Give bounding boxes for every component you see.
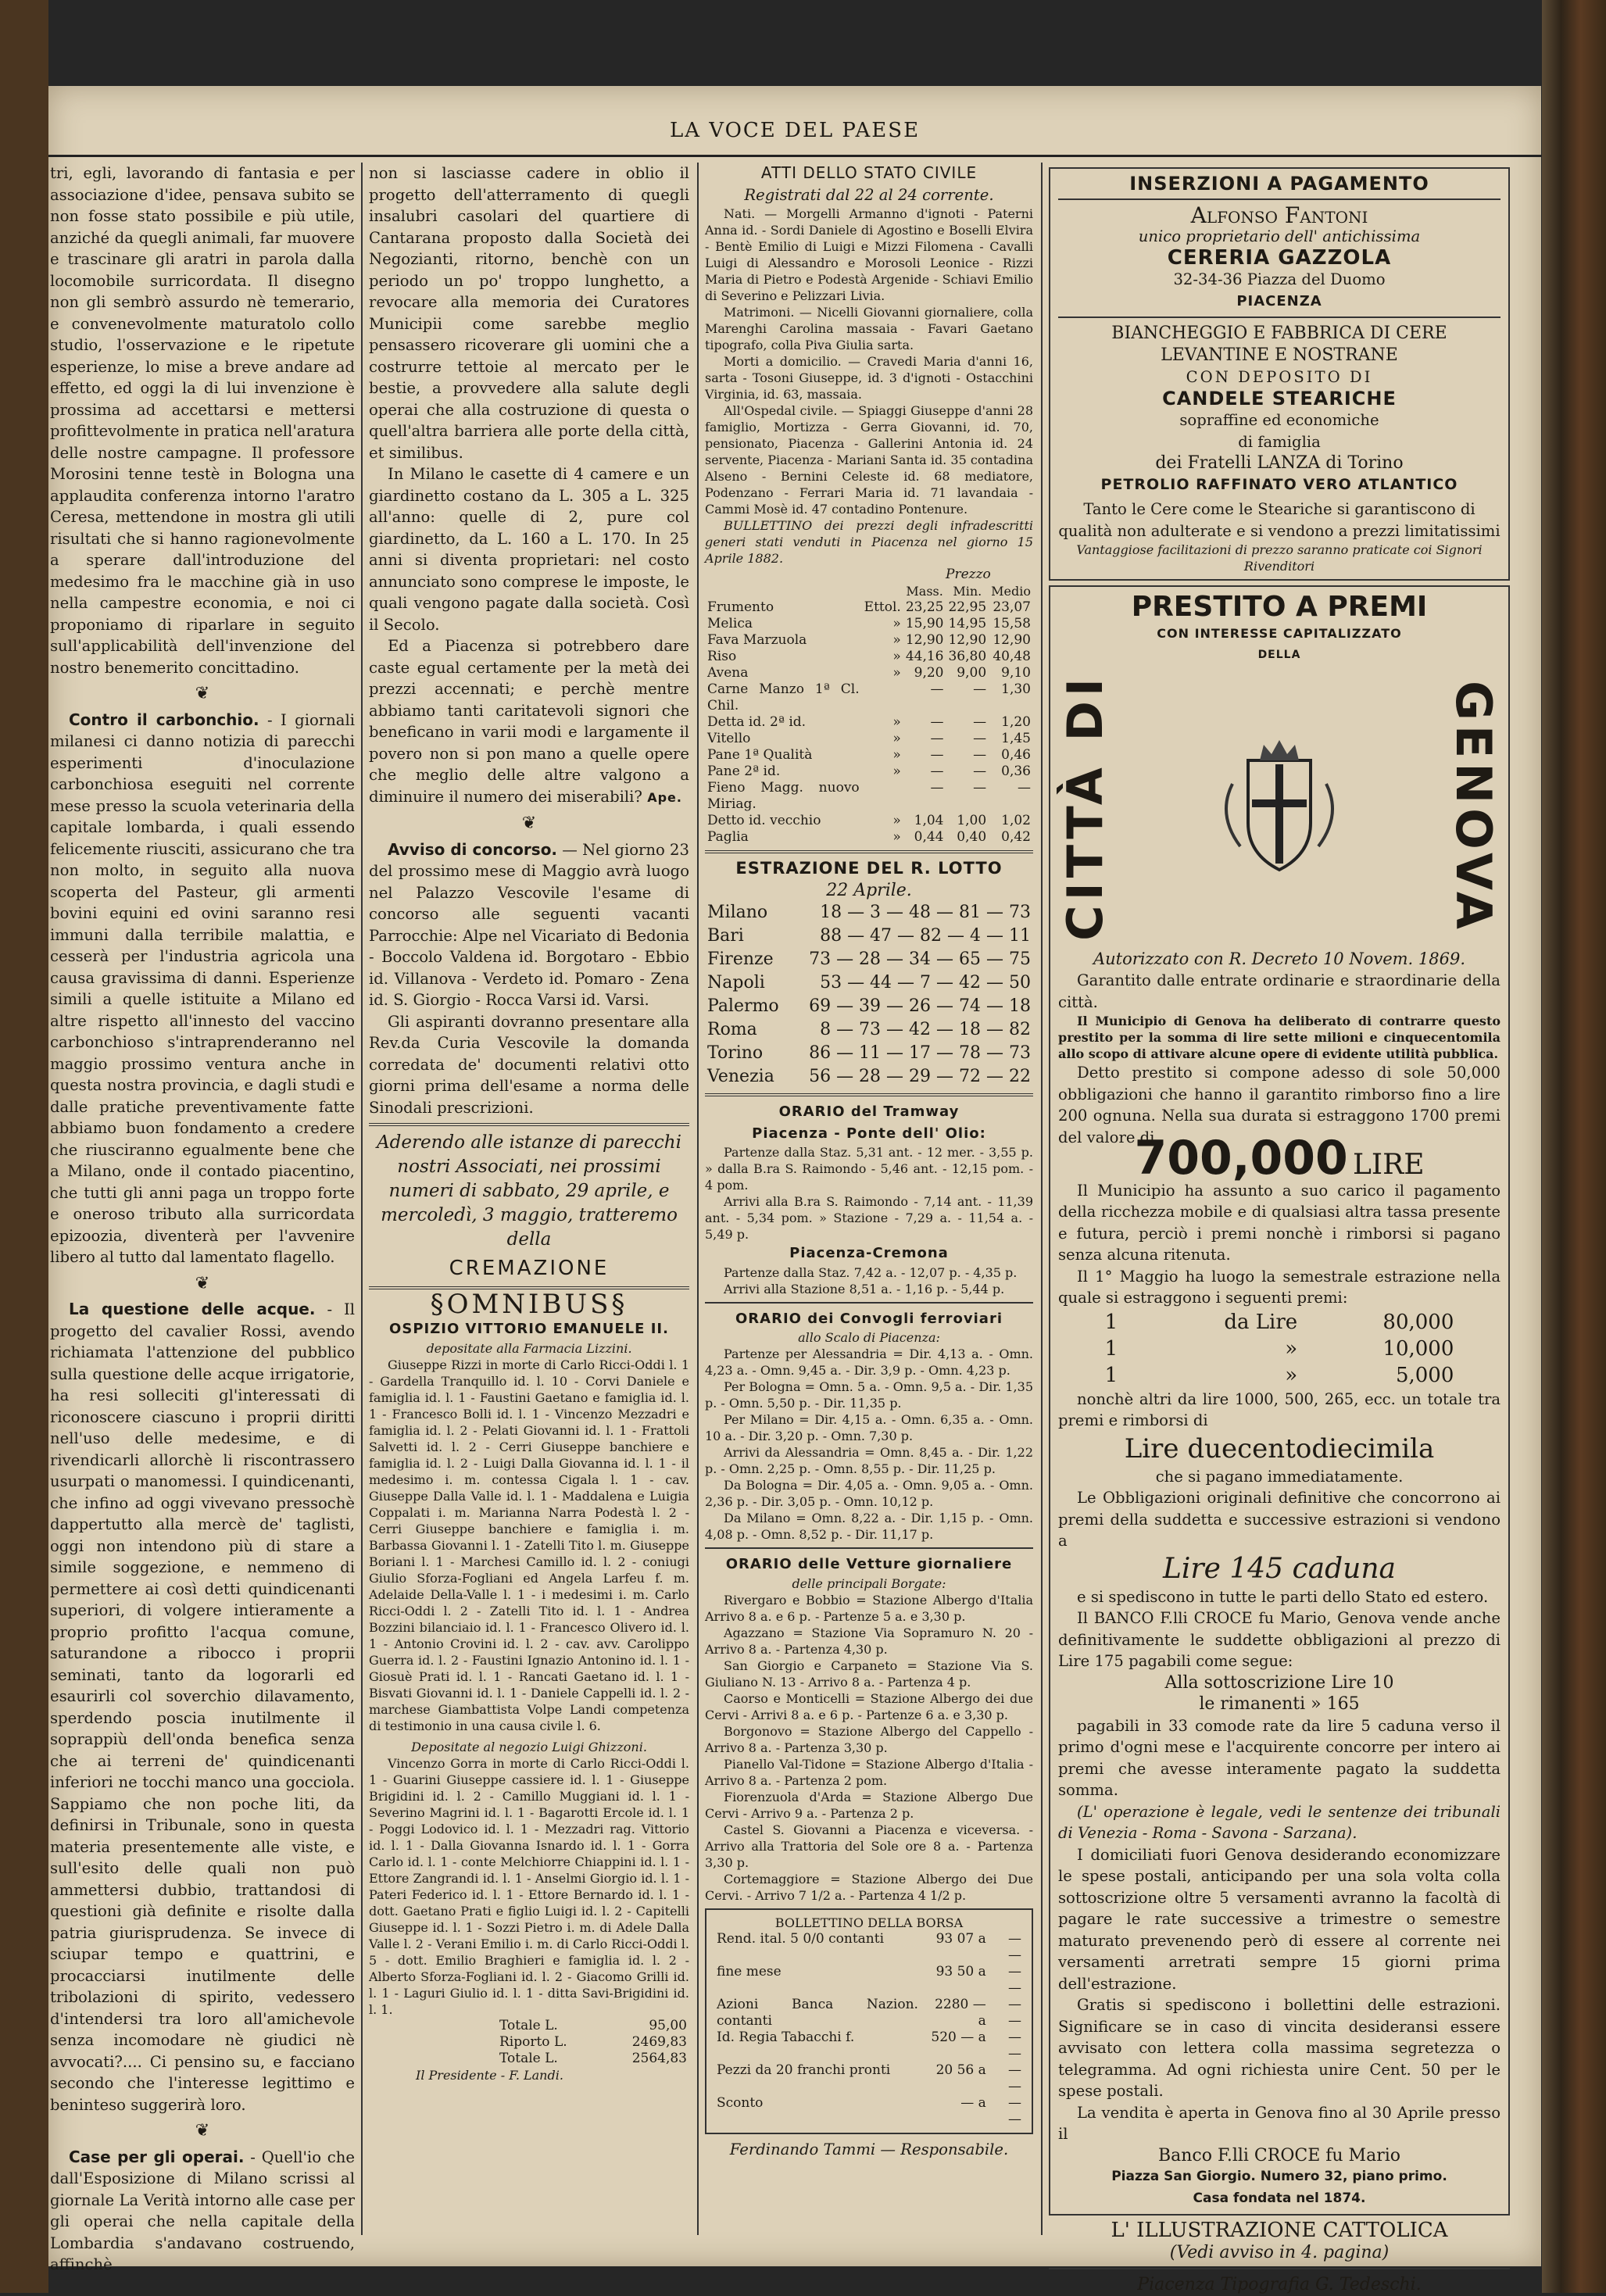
tram-partenze: Partenze dalla Staz. 5,31 ant. - 12 mer. - 3,55 p. » dalla B.ra S. Raimondo - 5,46 ant. - 12,15 pom. - 4 pom.: [705, 1145, 1033, 1193]
lotto-row: [705, 901, 1033, 924]
lotto-row-cell: Napoli: [707, 973, 765, 992]
binding-edge: [0, 0, 48, 2293]
prezzo-row-cell: 44,16: [905, 649, 944, 664]
borsa-row-cell: — —: [1008, 1930, 1021, 1963]
prezzo-row: [705, 599, 1033, 616]
prezzo-row-cell: 1,45: [1001, 731, 1031, 746]
convogli-title: ORARIO dei Convogli ferroviari: [735, 1310, 1003, 1327]
inserzioni-title: INSERZIONI A PAGAMENTO: [1058, 173, 1500, 200]
prezzo-row: [705, 780, 1033, 813]
prezzo-row-cell: —: [973, 764, 987, 779]
prezzo-row: [705, 813, 1033, 829]
banco: Il BANCO F.lli CROCE fu Mario, Genova vende anche definitivamente le suddette obbligazioni al prezzo di Lire 175 pagabili come segue:: [1058, 1609, 1500, 1671]
premio-row-cell: 1: [1104, 1336, 1118, 1361]
lotto-row-cell: 69 — 39 — 26 — 74 — 18: [809, 996, 1031, 1016]
fantoni-subtitle: unico proprietario dell' antichissima: [1138, 227, 1421, 245]
lotto-date: 22 Aprile.: [826, 880, 912, 900]
prezzo-row-cell: »: [892, 632, 901, 648]
fantoni-name: Alfonso Fantoni: [1190, 202, 1368, 228]
prezzo-row-cell: 0,42: [1001, 829, 1031, 845]
prezzo-row-cell: —: [930, 747, 944, 763]
lanza: dei Fratelli LANZA di Torino: [1155, 453, 1404, 473]
prezzo-row-cell: 12,90: [948, 632, 987, 648]
inserzioni-box: [1049, 167, 1510, 581]
tanto: Tanto le Cere come le Steariche si garantiscono di qualità non adulterate e si vendono a prezzi limitatissimi: [1058, 500, 1500, 540]
premio-row-cell: 10,000: [1382, 1336, 1454, 1361]
domiciliati: I domiciliati fuori Genova desiderando economizzare le spese postali, anticipando per una sola volta colla sottoscrizione oltre 5 versamenti avranno la facoltà di pagare le rate successive a trimestre o semestre maturato prevenendo però di essere al corrente nei versamenti arretrati sempre 15 giorni prima dell'estrazione.: [1058, 1845, 1500, 1993]
vettura-item: Agazzano = Stazione Via Sopramuro N. 20 - Arrivo 8 a. - Partenza 4,30 p.: [705, 1625, 1033, 1657]
prezzo-row-cell: Frumento: [707, 599, 774, 615]
ospedale: All'Ospedal civile. — Spiaggi Giuseppe d'anni 28 famiglio, Mortizza - Gerra Giovanni, id. 70, pensionato, Piacenza - Gallerini Antonia id. 24 servente, Piacenza - Mariani Santa id. 35 contadina Alseno - Bernini Celeste id. 68 mediatore, Podenzano - Ferrari Maria id. 71 lavandaia - Cammi Mosè id. 47 contadino Pontenure.: [705, 403, 1033, 517]
convoglio-item: Arrivi da Alessandria = Omn. 8,45 a. - Dir. 1,22 p. - Omn. 2,25 p. - Omn. 8,55 p. - Dir. 11,25 p.: [705, 1445, 1033, 1476]
convoglio-item: Partenze per Alessandria = Dir. 4,13 a. - Omn. 4,23 a. - Omn. 9,45 a. - Dir. 3,9 p. - Omn. 4,23 p.: [705, 1346, 1033, 1378]
section-rule: [705, 1302, 1033, 1304]
lotto-row-cell: 73 — 28 — 34 — 65 — 75: [809, 950, 1031, 969]
premio-row-cell: »: [1285, 1336, 1298, 1361]
page-header: LA VOCE DEL PAESE: [669, 119, 921, 142]
operazione: (L' operazione è legale, vedi le sentenze dei tribunali di Venezia - Roma - Savona - Sarzana).: [1058, 1802, 1500, 1843]
prezzo-row-cell: Paglia: [707, 829, 749, 845]
section-rule: [705, 1093, 1033, 1096]
prestito-title: PRESTITO A PREMI: [1131, 591, 1428, 623]
maggio: Il 1° Maggio ha luogo la semestrale estrazione nella quale si estraggono i seguenti premi:: [1058, 1267, 1500, 1307]
premio-row-cell: »: [1285, 1363, 1298, 1387]
premio-row-cell: 1: [1104, 1363, 1118, 1387]
prezzo-row-cell: 9,00: [957, 665, 987, 681]
illustrazione-note: (Vedi avviso in 4. pagina): [1169, 2242, 1390, 2262]
prezzo-row-cell: —: [973, 747, 987, 763]
prezzo-row-cell: [862, 780, 903, 813]
soprafine: sopraffine ed economiche: [1179, 411, 1379, 429]
lotto-table: [705, 901, 1033, 1089]
ornament-icon: ❦: [521, 814, 537, 833]
responsabile: Ferdinando Tammi — Responsabile.: [729, 2140, 1009, 2158]
lotto-row: [705, 1042, 1033, 1065]
prezzo-row-cell: Detta id. 2ª id.: [707, 714, 807, 730]
duecento: Lire duecentodiecimila: [1124, 1432, 1435, 1465]
prezzo-row-cell: —: [973, 681, 987, 697]
prestito-della: DELLA: [1257, 648, 1301, 661]
premi-table: [1103, 1309, 1457, 1389]
borsa-row-cell: 520 — a: [931, 2029, 986, 2045]
vendita: La vendita è aperta in Genova fino al 30 Aprile presso il: [1058, 2103, 1500, 2144]
prezzo-row-cell: 0,44: [914, 829, 944, 845]
convogli-subtitle: allo Scalo di Piacenza:: [798, 1330, 940, 1345]
lotto-row: [705, 1065, 1033, 1089]
borsa-row-cell: — a: [960, 2094, 986, 2111]
tram-partenze: Partenze dalla Staz. 7,42 a. - 12,07 p. - 4,35 p.: [724, 1264, 1018, 1280]
prezzo-row-cell: Pane 1ª Qualità: [707, 747, 813, 763]
prezzo-row-cell: 1,00: [957, 813, 987, 828]
lotto-row-cell: 8 — 73 — 42 — 18 — 82: [820, 1020, 1031, 1039]
prezzo-row-cell: »: [892, 649, 901, 664]
prezzo-row: [705, 649, 1033, 665]
prezzo-row-cell: »: [892, 813, 901, 828]
newspaper-page: [48, 86, 1541, 2295]
prezzo-row-cell: —: [930, 764, 944, 779]
convoglio-item: Da Milano = Omn. 8,22 a. - Dir. 1,15 p. - Omn. 4,08 p. - Omn. 8,52 p. - Dir. 11,17 p.: [705, 1511, 1033, 1542]
morti: Morti a domicilio. — Cravedi Maria d'anni 16, sarta - Tosoni Giuseppe, id. 3 d'ignoti - Ostacchini Virginia, id. 63, massaia.: [705, 354, 1033, 402]
lotto-row-cell: Firenze: [707, 950, 774, 969]
prezzo-row-cell: »: [892, 747, 901, 763]
prezzo-row: [705, 714, 1033, 731]
prezzo-row: [705, 829, 1033, 846]
pagano: che si pagano immediatamente.: [1155, 1467, 1404, 1486]
premio-row-cell: 80,000: [1382, 1310, 1454, 1334]
lotto-row: [705, 1018, 1033, 1042]
section-rule: [705, 1547, 1033, 1549]
borsa-row: [714, 2030, 1024, 2062]
premio-row-cell: 5,000: [1395, 1363, 1454, 1387]
borsa-row-cell: — —: [1008, 2029, 1021, 2062]
prezzo-row-cell: —: [930, 731, 944, 746]
lotto-row-cell: 86 — 11 — 17 — 78 — 73: [809, 1043, 1031, 1063]
vettura-item: Fiorenzuola d'Arda = Stazione Albergo Due Cervi - Arrivo 9 a. - Partenza 2 p.: [705, 1789, 1033, 1821]
section-rule: [705, 850, 1033, 853]
cereria-city: PIACENZA: [1236, 292, 1322, 309]
article-text: non si lasciasse cadere in oblio il progetto dell'atterramento di quegli insalubri casolari del quartiere di Cantarana proposto dalla Società dei Negozianti, ritorno, benchè con un periodo un po' troppo lunghetto, a revocare alla memoria dei Curatores Municipii come sarebbe meglio pensassero ricoverare gli uomini che a costrurre tettoie al mercato per le bestie, a provvedere alla salute degli operai che alla costruzione di questa o quell'altra barriera alle porte della città, et similibus.: [369, 164, 689, 462]
prezzo-row-cell: 0,40: [957, 829, 987, 845]
prezzo-row-cell: »: [892, 731, 901, 746]
prezzo-row-cell: 9,10: [1001, 665, 1031, 681]
matrimoni: Matrimoni. — Nicelli Giovanni giornaliere, colla Marenghi Carolina massaia - Favari Gaetano tipografo, colla Piva Giulia sarta.: [705, 305, 1033, 352]
detto: Detto prestito si compone adesso di sole 50,000 obbligazioni che hanno il garantito rimborso fino a lire 200 ognuna. Nella sua durata si estraggono 1700 premi del valore di: [1058, 1064, 1500, 1146]
prezzo-row-cell: 14,95: [948, 616, 987, 631]
prestito-interesse: CON INTERESSE CAPITALIZZATO: [1157, 626, 1402, 641]
fondata: Casa fondata nel 1874.: [1193, 2190, 1366, 2206]
omnibus-title: §OMNIBUS§: [430, 1288, 628, 1320]
prezzo-row-cell: 1,30: [1001, 681, 1031, 697]
prezzo-row-cell: Pane 2ª id.: [707, 764, 781, 779]
vettura-item: Caorso e Monticelli = Stazione Albergo dei due Cervi - Arrivi 8 a. e 6 p. - Partenze 6 a. e 3,30 p.: [705, 1690, 1033, 1722]
vettura-item: Borgonovo = Stazione Albergo del Cappello - Arrivo 8 a. - Partenza 3,30 p.: [705, 1723, 1033, 1755]
prezzo-row-cell: 15,58: [993, 616, 1031, 631]
lotto-row-cell: Milano: [707, 903, 768, 922]
garantito: Garantito dalle entrate ordinarie e straordinarie della città.: [1058, 971, 1500, 1011]
prezzo-row-cell: 1,20: [1001, 714, 1031, 730]
borsa-row: [714, 1931, 1024, 1964]
prezzo-row-cell: 9,20: [914, 665, 944, 681]
atti-subtitle: Registrati dal 22 al 24 corrente.: [744, 185, 994, 204]
autorizzato: Autorizzato con R. Decreto 10 Novem. 1869.: [1093, 949, 1466, 968]
lire145: Lire 145 caduna: [1162, 1552, 1397, 1585]
vettura-item: Castel S. Giovanni a Piacenza e viceversa. - Arrivo alla Trattoria del Sole ore 8 a. - Partenza 3,30 p.: [705, 1822, 1033, 1870]
ornament-icon: ❦: [195, 1273, 210, 1293]
borsa-row-cell: — —: [1008, 1996, 1021, 2029]
prezzo-row-cell: Fieno Magg. nuovo Miriag.: [707, 780, 860, 812]
column-3: [705, 163, 1033, 2235]
prezzo-row-cell: Detto id. vecchio: [707, 813, 821, 828]
vantaggiose: Vantaggiose facilitazioni di prezzo saranno praticate coi Signori Rivenditori: [1076, 542, 1483, 574]
borsa-row-cell: — —: [1008, 1963, 1021, 1996]
prezzo-row-cell: Melica: [707, 616, 753, 631]
illustrazione-title: L' ILLUSTRAZIONE CATTOLICA: [1111, 2219, 1448, 2243]
sottoscrizione: Alla sottoscrizione Lire 10: [1164, 1672, 1394, 1693]
column-4: [1049, 163, 1510, 2295]
vettura-item: San Giorgio e Carpaneto = Stazione Via S. Giuliano N. 13 - Arrivo 8 a. - Partenza 4 p.: [705, 1658, 1033, 1690]
borsa-row: [714, 1997, 1024, 2030]
prezzo-row-cell: »: [892, 714, 901, 730]
lotto-row-cell: Bari: [707, 926, 744, 946]
spediscono: e si spediscono in tutte le parti dello Stato ed estero.: [1077, 1587, 1489, 1606]
article-text: Gli aspiranti dovranno presentare alla Rev.da Curia Vescovile la domanda corredata de' documenti relativi otto giorni prima dell'esame a norma delle Sinodali prescrizioni.: [369, 1012, 689, 1117]
tram-subtitle: Piacenza - Ponte dell' Olio:: [752, 1125, 986, 1142]
lotto-row-cell: Venezia: [707, 1067, 774, 1086]
piazza: Piazza San Giorgio. Numero 32, piano primo.: [1111, 2169, 1447, 2185]
prestito-box: [1049, 585, 1510, 2216]
borsa-row-cell: — —: [1008, 2094, 1021, 2127]
obbligazioni: Le Obbligazioni originali definitive che concorrono ai premi della suddetta e successive estrazioni si vendono a: [1058, 1489, 1500, 1550]
prezzo-row-cell: »: [892, 665, 901, 681]
book-spine: [1542, 0, 1606, 2293]
prezzo-row-cell: »: [892, 829, 901, 845]
cereria-title: CERERIA GAZZOLA: [1167, 245, 1392, 270]
borsa-row-cell: Azioni Banca Nazion. contanti: [717, 1996, 918, 2029]
borsa-row-cell: fine mese: [717, 1963, 782, 1979]
section-rule: [1049, 2268, 1510, 2269]
prezzo-row: [705, 731, 1033, 747]
borsa-row-cell: Pezzi da 20 franchi pronti: [717, 2062, 891, 2078]
borsa-table: [714, 1931, 1024, 2128]
lotto-row-cell: 56 — 28 — 29 — 72 — 22: [809, 1067, 1031, 1086]
ornament-icon: ❦: [195, 684, 210, 703]
vettura-item: Cortemaggiore = Stazione Albergo dei Due Cervi. - Arrivo 7 1/2 a. - Partenza 4 1/2 p.: [705, 1871, 1033, 1903]
prezzo-row-cell: 12,90: [993, 632, 1031, 648]
famiglia: di famiglia: [1238, 432, 1321, 451]
convoglio-item: Per Bologna = Omn. 5 a. - Omn. 9,5 a. - Dir. 1,35 p. - Omn. 5,50 p. - Dir. 11,35 p.: [705, 1379, 1033, 1411]
petrolio: PETROLIO RAFFINATO VERO ATLANTICO: [1100, 475, 1458, 493]
article-text: In Milano le casette di 4 camere e un giardinetto costano da L. 305 a L. 325 all'anno: quelle di 2, pure col giardinetto, da L. 160 a L. 170. In 25 anni si diventa proprietari: nel costo annunciato sono comprese le imposte, le quali vengono pagate dalla società. Così il Secolo.: [369, 465, 689, 634]
lotto-row-cell: 18 — 3 — 48 — 81 — 73: [820, 903, 1031, 922]
premio-row-cell: da Lire: [1224, 1310, 1298, 1334]
prezzo-row: [705, 632, 1033, 649]
depositate-note: depositate alla Farmacia Lizzini.: [426, 1340, 632, 1356]
article-concorso: Avviso di concorso. — Nel giorno 23 del prossimo mese di Maggio avrà luogo nel Palazzo Vescovile l'esame di concorso alle seguenti vacanti Parrocchie: Alpe nel Vicariato di Bedonia - Boccolo Valdena id. Borgotaro - Ebbio id. Villanova - Verdeto id. Pomaro - Zena id. S. Giorgio - Rocca Varsi id. Varsi.: [369, 839, 689, 1009]
lotto-row-cell: Palermo: [707, 996, 779, 1016]
borsa-row-cell: Sconto: [717, 2094, 764, 2111]
prezzo-row-cell: Avena: [707, 665, 749, 681]
candele: CANDELE STEARICHE: [1162, 387, 1397, 409]
vetture-subtitle: delle principali Borgate:: [792, 1575, 946, 1591]
ospizio-heading: OSPIZIO VITTORIO EMANUELE II.: [389, 1321, 669, 1337]
prezzo-row: [705, 764, 1033, 780]
borsa-row: [714, 2062, 1024, 2095]
lotto-row: [705, 948, 1033, 971]
column-divider: [1041, 163, 1043, 2235]
borsa-row-cell: Id. Regia Tabacchi f.: [717, 2029, 855, 2045]
nati: Nati. — Morgelli Armanno d'ignoti - Paterni Anna id. - Sordi Daniele di Agostino e Boselli Elvira - Bentè Emilio di Luigi e Mizzi Filomena - Cavalli Luigi di Alessandro e Morosoli Leonice - Rizzi Maria di Pietro e Podestà Argenide - Schiavi Emilio di Severino e Pelizzari Livia.: [705, 206, 1033, 303]
prezzo-row-cell: —: [930, 714, 944, 730]
borsa-row-cell: 20 56 a: [935, 2062, 986, 2078]
column-2: [369, 163, 689, 2235]
prezzo-row-cell: 15,90: [905, 616, 944, 631]
prezzo-row-cell: 23,25: [905, 599, 944, 615]
article-text: Ed a Piacenza si potrebbero dare caste egual certamente per la metà dei prezzi accennati; e perchè mentre abbiamo tanti caritatevoli signori che beneficano in varii modi e largamente il povero non si pon mano a quelle opere che meglio delle altre valgono a diminuire il numero dei miserabili? Ape.: [369, 637, 689, 806]
article-case: Case per gli operai. - Quell'io che dall'Esposizione di Milano scrissi al giornale La Verità intorno alle case per gli operai che nella capitale della Lombardia s'andavano costruendo, affinchè: [50, 2147, 355, 2273]
borsa-box: [705, 1908, 1033, 2134]
lotto-row: [705, 924, 1033, 948]
borsa-row-cell: 93 07 a: [935, 1930, 986, 1947]
borsa-row-cell: Rend. ital. 5 0/0 contanti: [717, 1930, 885, 1947]
prezzo-row-cell: »: [892, 616, 901, 631]
prezzo-row-cell: Fava Marzuola: [707, 632, 807, 648]
borsa-row: [714, 1964, 1024, 1997]
prezzo-row-cell: Riso: [707, 649, 737, 664]
prezzo-row: [705, 665, 1033, 681]
prezzo-row: [705, 747, 1033, 764]
lotto-row-cell: 88 — 47 — 82 — 4 — 11: [820, 926, 1031, 946]
prezzo-row-cell: 0,46: [1001, 747, 1031, 763]
presidente-signature: Il Presidente - F. Landi.: [416, 2067, 563, 2083]
banco-croce: Banco F.lli CROCE fu Mario: [1157, 2145, 1400, 2165]
lotto-row-cell: Torino: [707, 1043, 764, 1063]
prezzo-row-cell: 0,36: [1001, 764, 1031, 779]
rimanenti: le rimanenti » 165: [1199, 1694, 1360, 1715]
cremazione-notice: Aderendo alle istanze di parecchi nostri Associati, nei prossimi numeri di sabbato, 29 aprile, e mercoledì, 3 maggio, tratteremo della: [377, 1132, 681, 1250]
prezzo-row-cell: Carne Manzo 1ª Cl. Chil.: [707, 681, 860, 713]
prezzo-row-cell: —: [973, 731, 987, 746]
premio-row: [1103, 1336, 1457, 1362]
borsa-title: BOLLETTINO DELLA BORSA: [774, 1915, 964, 1930]
convogli-list: [705, 1346, 1033, 1543]
section-rule: [369, 1123, 689, 1126]
pagabili: pagabili in 33 comode rate da lire 5 caduna verso il primo d'ogni mese e l'acquirente concorre per intero ai premi che avesse interamente pagato la suddetta somma.: [1058, 1716, 1500, 1800]
vettura-item: Rivergaro e Bobbio = Stazione Albergo d'Italia Arrivo 8 a. e 6 p. - Partenze 5 a. e 3,30 p.: [705, 1592, 1033, 1624]
totals-table: Totale L. 95,00 Riporto L. 2469,83 Totale L. 2564,83: [499, 2017, 687, 2066]
prezzo-row-cell: —: [1018, 780, 1031, 796]
prezzo-row-cell: »: [892, 764, 901, 779]
cereria-address: 32-34-36 Piazza del Duomo: [1173, 270, 1386, 288]
article-text: tri, egli, lavorando di fantasia e per associazione d'idee, pensava subito se non fosse stato possibile e più utile, anziché da quegli animali, far muovere e trascinare gli aratri in parola dalla locomobile surricordata. Il disegno non gli sembrò assurdo nè temerario, e convenevolmente maturatolo collo studio, l'osservazione e le ripetute esperienze, lo mise a breve andare ad effetto, ed oggi la di lui invenzione è prossima ad accettarsi e mettersi profittevolmente in pratica nell'aratura delle nostre campagne. Il professore Morosini tenne testè in Bologna una applaudita conferenza intorno l'aratro Ceresa, mettendone in mostra gli utili risultati che si hanno ragionevolmente a sperare dall'introduzione del medesimo fra le macchine già in uso nella campestre economia, e noi ci proponiamo di riparlare in seguito sull'applicabilità dell'invenzione del nostro benemerito concittadino.: [50, 164, 355, 677]
article-carbonchio: Contro il carbonchio. - I giornali milanesi ci danno notizia di parecchi esperimenti d'inoculazione carbonchiosa eseguiti nel corrente mese presso la scuola veterinaria della capitale lombarda, i quali essendo felicemente riusciti, assicurano che tra non molto, in seguito alla nuova scoperta del Pasteur, gli armenti bovini equini ed ovini saranno resi immuni dalla terribile malattia, e cesserà per l'industria agricola una causa gravissima di danni. Esperienze simili a quelle istituite a Milano ed altre rispetto all'innesto del vaccino carbonchioso s'intraprenderanno nel maggio prossimo ventura anche in questa nostra provincia, e dagli studi e dalle pratiche preventivamente fatte abbiamo buon fondamento a credere che riusciranno egualmente bene che a Milano, onde il contado piacentino, che tutti gli anni paga un troppo forte e oneroso tributo alla surricordata epizoozia, diventerà per l'avvenire libero al tutto dal lamentato flagello.: [50, 710, 355, 1266]
convoglio-item: Da Bologna = Dir. 4,05 a. - Omn. 9,05 a. - Omn. 2,36 p. - Dir. 3,05 p. - Omn. 10,12 p.: [705, 1478, 1033, 1509]
borsa-row-cell: 93 50 a: [935, 1963, 986, 1979]
depositate-note: Depositate al negozio Luigi Ghizzoni.: [411, 1739, 647, 1754]
nonche: nonchè altri da lire 1000, 500, 265, ecc. un totale tra premi e rimborsi di: [1058, 1389, 1500, 1430]
donor-list: Vincenzo Gorra in morte di Carlo Ricci-Oddi l. 1 - Guarini Giuseppe cassiere id. l. 1 - Giuseppe Brigidini id. l. 2 - Camillo Muggiani id. l. 1 - Severino Magrini id. l. 1 - Bagarotti Ercole id. l. 1 - Poggi Lodovico id. l. 1 - Mezzadri rag. Vittorio id. l. 1 - Dalla Giovanna Isnardo id. l. 1 - Gorra Carlo id. l. 1 - conte Melchiorre Chiappini id. l. 1 - Ettore Zangrandi id. l. 1 - Anselmi Giorgio id. l. 1 - Pateri Federico id. l. 1 - Ettore Bernardo id. l. 1 - dott. Gaetano Prati e figlio Luigi id. l. 2 - Capitelli Giuseppe id. l. 1 - Sozzi Pietro i. m. di Adele Dalla Valle l. 2 - Verani Emilio i. m. di Carlo Ricci-Oddi l. 5 - dott. Emilio Braghieri e famiglia id. l. 2 - Alberto Sforza-Fogliani id. l. 2 - Giacomo Grilli id. l. 1 - Laguri Giulio id. l. 1 - ditta Savi-Brigidini id. l. 1.: [369, 1755, 689, 2017]
tipografia: Piacenza Tipografia G. Tedeschi.: [1137, 2275, 1422, 2295]
citta-di-label: CITTÀ DI: [1057, 674, 1114, 941]
prezzo-row-cell: —: [930, 681, 944, 697]
deposito: CON DEPOSITO DI: [1186, 368, 1373, 386]
vetture-list: [705, 1592, 1033, 1904]
section-rule: [1058, 317, 1500, 318]
lotto-row-cell: Roma: [707, 1020, 757, 1039]
prezzo-row-cell: Ettol.: [864, 599, 901, 615]
prezzo-row-cell: —: [973, 780, 987, 796]
prezzo-row-cell: 36,80: [948, 649, 987, 664]
gratis: Gratis si spediscono i bollettini delle estrazioni. Significare se in caso di vincita desideransi essere avvisato con lettera colla massima segretezza o telegramma. Ad ogni richiesta unire Cent. 50 per le spese postali.: [1058, 1996, 1500, 2101]
lotto-row: [705, 971, 1033, 995]
prezzo-row-cell: 1,04: [914, 813, 944, 828]
article-acque: La questione delle acque. - Il progetto del cavalier Rossi, avendo richiamata l'attenzione del pubblico sulla questione delle acque irrigatorie, ha resi solleciti gl'interessati di riconoscere ciascuno i proprii diritti nell'uso delle medesime, e di rivendicarli allorchè li riscontrassero usurpati o manomessi. I quindicenanti, che infino ad oggi vivevano pressochè dappertutto alla mercè de' taglisti, oggi non intendono più di stare a simile soggezione, e nemmeno di permettere ai così detti quindicenanti superiori, di volgere intieramente a proprio profitto l'acqua comune, saturandone a ribocco i proprii seminati, tanto da logorarli ed esaurirli col soverchio dilavamento, sperdendo poscia inutilmente il soprappiù dell'onda benefica senza che ai terreni de' quindicenanti inferiori ne tocchi manco una gocciola. Sappiamo che non poche liti, da definirsi in Tribunale, sono in questa materia presentemente alle viste, e sull'esito delle quali non può ammettersi dubbio, trattandosi di questioni già definite e risolte dalla patria giurisprudenza. Se invece di sciupar tempo e quattrini, e procacciarsi inutilmente delle tribolazioni di spirito, vedessero d'intendersi tra loro all'amichevole senza incomodare nè giudici nè avvocati?.... Ci pensino su, e facciano secondo che l'interesse legittimo e beninteso suggerirà loro.: [50, 1300, 356, 2114]
lotto-row-cell: 53 — 44 — 7 — 42 — 50: [820, 973, 1031, 992]
premio-row: [1103, 1362, 1457, 1389]
column-divider: [697, 163, 699, 2235]
prezzo-row-cell: 40,48: [993, 649, 1031, 664]
genova-label: GENOVA: [1445, 680, 1502, 934]
vetture-title: ORARIO delle Vetture giornaliere: [725, 1556, 1013, 1572]
municipio2: Il Municipio ha assunto a suo carico il pagamento della ricchezza mobile e di qualsiasi altra tassa presente e futura, perciò i premi nonchè i rimborsi si pagano senza alcuna ritenuta.: [1058, 1181, 1500, 1264]
cremazione-title: CREMAZIONE: [449, 1257, 610, 1280]
tram-title: ORARIO del Tramway: [778, 1103, 960, 1120]
lotto-row: [705, 995, 1033, 1018]
prezzi-table: Prezzo Mass. Min. Medio Frumento Ettol. 23,25 22,95 23,07 Melica » 15,90 14,95 15,58 Fava Marzuola » 12,90 12,90 12,90 Riso » 44,16 36,80 40,48 Avena » 9,20 9,00 9,10 Carne Manzo 1ª Cl. Chil. — — 1,30 Detta id. 2ª id. » — — 1,20 Vitello » — — 1,45 Pane 1ª Qualità » — — 0,46 Pane 2ª id. » — — 0,36 Fieno Magg. nuovo Miriag. — — — Detto id. vecchio » 1,04 1,00 1,02 Paglia » 0,44 0,40 0,42: [705, 567, 1033, 846]
tram-arrivi: Arrivi alla Stazione 8,51 a. - 1,16 p. - 5,44 p.: [724, 1281, 1005, 1296]
prezzo-row-cell: [862, 681, 903, 714]
biancheggio: BIANCHEGGIO E FABBRICA DI CERE LEVANTINE E NOSTRANE: [1111, 324, 1447, 365]
atti-title: ATTI DELLO STATO CIVILE: [760, 163, 978, 182]
prezzo-row-cell: 23,07: [993, 599, 1031, 615]
prezzo-row: [705, 616, 1033, 632]
column-divider: [361, 163, 363, 2235]
prezzo-row-cell: 1,02: [1001, 813, 1031, 828]
donor-list: Giuseppe Rizzi in morte di Carlo Ricci-Oddi l. 1 - Gardella Tranquillo id. l. 10 - Corvi Daniele e famiglia id. l. 1 - Faustini Gaetano e famiglia id. l. 1 - Francesco Bolli id. l. 1 - Vincenzo Mezzadri e famiglia id. l. 2 - Pelati Giovanni id. l. 1 - Frattoli Salvetti id. l. 2 - Cerri Giuseppe banchiere e famiglia id. l. 2 - Luigi Dalla Giovanna id. l. 1 - il medesimo i. m. contessa Cigala l. 1 - cav. Giuseppe Dalla Valle id. l. 1 - Maddalena e Luigia Coppalati i. m. Marianna Narra Podestà l. 2 - Cerri Giuseppe banchiere e famiglia i. m. Barbassa Giovanni l. 1 - Zatelli Tito l. m. Giuseppe Boriani l. 1 - Marchesi Camillo id. l. 2 - coniugi Giulio Sforza-Fogliani ed Angela Larfeu f. m. Adelaide Della-Valle l. 1 - i medesimi i. m. Carlo Ricci-Oddi l. 2 - Zatelli Tito id. l. 1 - Andrea Bozzini bilanciaio id. l. 1 - Francesco Olivero id. l. 1 - Antonio Crovini id. l. 2 - cav. avv. Carolippo Guerra id. l. 2 - Faustini Ignazio Antonino id. l. 1 - Giosuè Prati id. l. 1 - Rancati Gaetano id. l. 1 - Bisvati Giovanni id. l. 1 - Daniele Cappelli id. l. 2 - marchese Giambattista Volpe Landi competenza di testimonio in una causa civile l. 6.: [369, 1357, 689, 1733]
column-1: [48, 163, 359, 2273]
prezzo-row-cell: —: [930, 780, 944, 796]
tram-arrivi: Arrivi alla B.ra S. Raimondo - 7,14 ant. - 11,39 ant. - 5,34 pom. » Stazione - 7,29 a. - 11,54 a. - 5,49 p.: [705, 1194, 1033, 1242]
prezzo-row-cell: 22,95: [948, 599, 987, 615]
genova-banner: [1058, 674, 1500, 941]
borsa-row-cell: 2280 — a: [935, 1996, 986, 2029]
premi-totale: 700,000 LIRE: [1134, 1131, 1425, 1186]
convoglio-item: Per Milano = Dir. 4,15 a. - Omn. 6,35 a. - Omn. 10 a. - Dir. 3,20 p. - Omn. 7,30 p.: [705, 1412, 1033, 1443]
prezzo-row-cell: —: [973, 714, 987, 730]
municipio: Il Municipio di Genova ha deliberato di contrarre questo prestito per la somma di lire sette milioni e cinquecentomila allo scopo di attivare alcune opere di evidente utilità pubblica.: [1058, 1014, 1500, 1062]
tram-subtitle: Piacenza-Cremona: [789, 1245, 949, 1261]
genova-crest-icon: [1201, 729, 1357, 885]
premio-row-cell: 1: [1104, 1310, 1118, 1334]
bollettino-prezzi-title: BULLETTINO dei prezzi degli infradescritti generi stati venduti in Piacenza nel giorno 15 Aprile 1882.: [705, 518, 1033, 566]
lotto-title: ESTRAZIONE DEL R. LOTTO: [735, 859, 1003, 878]
vettura-item: Pianello Val-Tidone = Stazione Albergo d'Italia - Arrivo 8 a. - Partenza 2 pom.: [705, 1756, 1033, 1788]
header-rule: [48, 155, 1541, 157]
borsa-row: [714, 2095, 1024, 2128]
prezzo-row-cell: Vitello: [707, 731, 751, 746]
prezzo-row: [705, 681, 1033, 714]
ornament-icon: ❦: [195, 2121, 210, 2140]
premio-row: [1103, 1309, 1457, 1336]
prezzo-row-cell: 12,90: [905, 632, 944, 648]
borsa-row-cell: — —: [1008, 2062, 1021, 2094]
